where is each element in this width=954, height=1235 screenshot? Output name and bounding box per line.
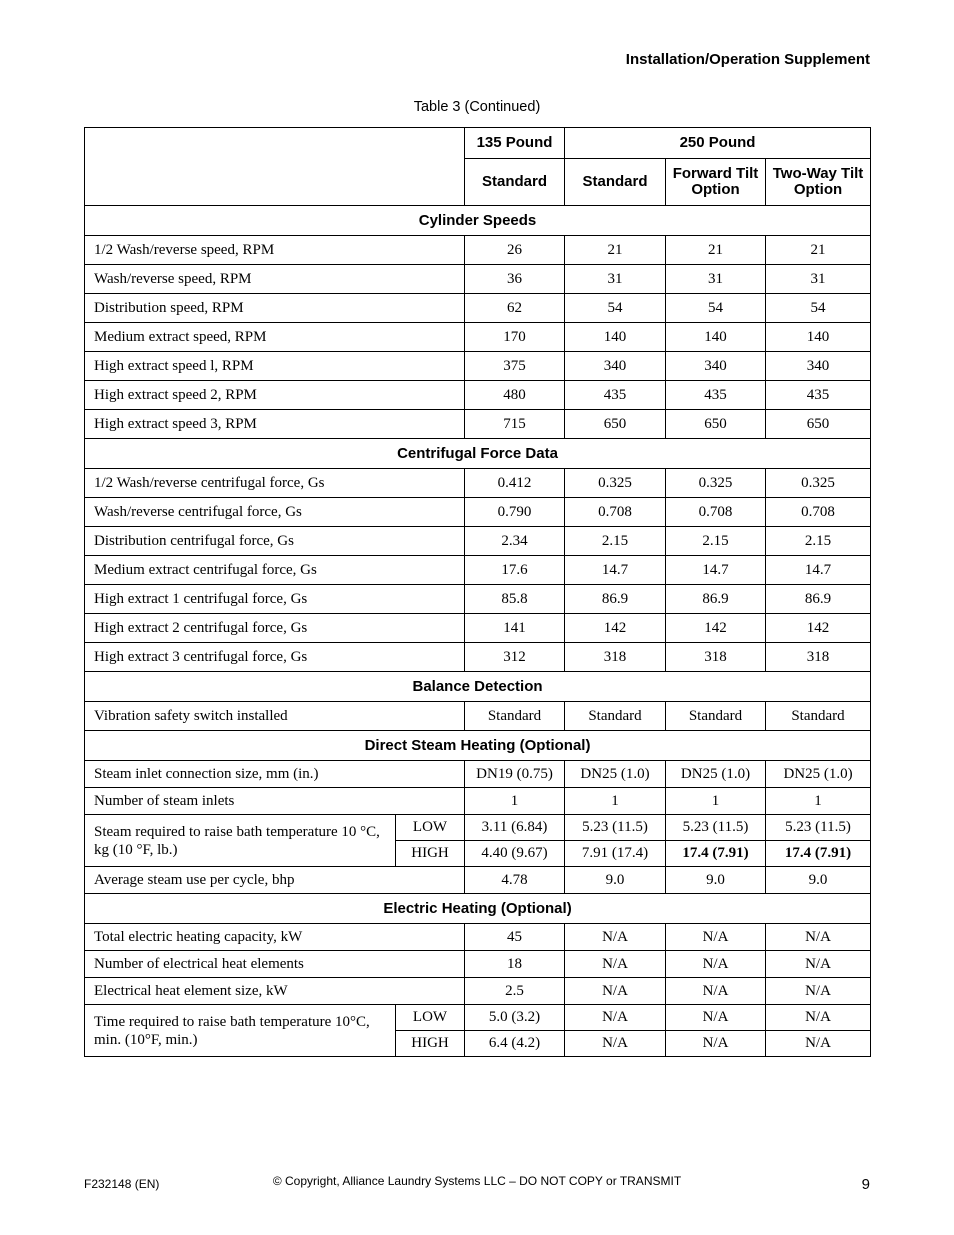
cell-value: N/A [766, 951, 871, 978]
footer-document-code: F232148 (EN) [84, 1177, 160, 1191]
cell-value: 1 [465, 788, 565, 815]
table-row [85, 410, 871, 439]
cell-value: N/A [766, 978, 871, 1005]
cell-value: 650 [666, 410, 766, 439]
row-label: Distribution centrifugal force, Gs [85, 527, 465, 556]
row-label: Average steam use per cycle, bhp [85, 867, 465, 894]
cell-value: 435 [565, 381, 666, 410]
cell-value: N/A [766, 1031, 871, 1057]
cell-value: 170 [465, 323, 565, 352]
row-label: Wash/reverse centrifugal force, Gs [85, 498, 465, 527]
header-250-two-way-tilt: Two-Way Tilt Option [766, 159, 871, 206]
cell-value: 0.708 [565, 498, 666, 527]
cell-value: 5.0 (3.2) [465, 1005, 565, 1031]
table-row [85, 614, 871, 643]
header-group-250-pound: 250 Pound [565, 128, 871, 159]
cell-value: 340 [565, 352, 666, 381]
cell-value: N/A [666, 1031, 766, 1057]
cell-value: 435 [766, 381, 871, 410]
cell-value: 14.7 [565, 556, 666, 585]
header-row-groups [85, 128, 871, 159]
cell-value: 2.15 [766, 527, 871, 556]
section-title: Cylinder Speeds [85, 206, 871, 236]
cell-value: 1 [666, 788, 766, 815]
level-label-low: LOW [396, 1005, 465, 1031]
cell-value: 36 [465, 265, 565, 294]
table-row [85, 924, 871, 951]
cell-value: 140 [565, 323, 666, 352]
section-title: Centrifugal Force Data [85, 439, 871, 469]
table-row [85, 978, 871, 1005]
cell-value: 17.6 [465, 556, 565, 585]
header-250-forward-tilt: Forward Tilt Option [666, 159, 766, 206]
table-row [85, 265, 871, 294]
section-title: Electric Heating (Optional) [85, 894, 871, 924]
row-label: Vibration safety switch installed [85, 702, 465, 731]
cell-value: 312 [465, 643, 565, 672]
cell-value: 140 [766, 323, 871, 352]
cell-value: 6.4 (4.2) [465, 1031, 565, 1057]
cell-value: N/A [666, 978, 766, 1005]
table-row [85, 867, 871, 894]
row-label: 1/2 Wash/reverse centrifugal force, Gs [85, 469, 465, 498]
cell-value: 26 [465, 236, 565, 265]
cell-value: 0.325 [666, 469, 766, 498]
table-row [85, 951, 871, 978]
cell-value: 86.9 [666, 585, 766, 614]
cell-value: 318 [666, 643, 766, 672]
cell-value: 1 [766, 788, 871, 815]
cell-value: N/A [666, 951, 766, 978]
page-number: 9 [861, 1176, 870, 1193]
cell-value: 21 [766, 236, 871, 265]
cell-value: 9.0 [766, 867, 871, 894]
row-label: High extract speed 3, RPM [85, 410, 465, 439]
row-label: Medium extract speed, RPM [85, 323, 465, 352]
table-row [85, 323, 871, 352]
cell-value: 2.15 [666, 527, 766, 556]
cell-value: 4.40 (9.67) [465, 841, 565, 867]
table-row [85, 381, 871, 410]
section-row [85, 731, 871, 761]
cell-value: DN25 (1.0) [666, 761, 766, 788]
cell-value: DN25 (1.0) [565, 761, 666, 788]
cell-value: 5.23 (11.5) [766, 815, 871, 841]
cell-value: 0.412 [465, 469, 565, 498]
cell-value: 318 [565, 643, 666, 672]
cell-value: Standard [465, 702, 565, 731]
cell-value: 318 [766, 643, 871, 672]
section-row [85, 439, 871, 469]
cell-value: 17.4 (7.91) [766, 841, 871, 867]
row-label: Electrical heat element size, kW [85, 978, 465, 1005]
cell-value: 21 [565, 236, 666, 265]
cell-value: 17.4 (7.91) [666, 841, 766, 867]
header-250-standard: Standard [565, 159, 666, 206]
footer-copyright: © Copyright, Alliance Laundry Systems LLC – DO NOT COPY or TRANSMIT [272, 1174, 682, 1188]
cell-value: 7.91 (17.4) [565, 841, 666, 867]
cell-value: Standard [666, 702, 766, 731]
table-row-low [85, 1005, 871, 1031]
table-row [85, 527, 871, 556]
cell-value: N/A [766, 1005, 871, 1031]
level-label-high: HIGH [396, 841, 465, 867]
cell-value: 31 [666, 265, 766, 294]
table-row [85, 788, 871, 815]
cell-value: 141 [465, 614, 565, 643]
table-row [85, 585, 871, 614]
cell-value: DN19 (0.75) [465, 761, 565, 788]
cell-value: Standard [565, 702, 666, 731]
cell-value: N/A [565, 924, 666, 951]
cell-value: 142 [666, 614, 766, 643]
cell-value: 480 [465, 381, 565, 410]
header-blank-cell [85, 128, 465, 206]
table-row [85, 498, 871, 527]
row-label: High extract speed l, RPM [85, 352, 465, 381]
row-label: Number of electrical heat elements [85, 951, 465, 978]
specifications-table [84, 127, 871, 1057]
section-row [85, 206, 871, 236]
cell-value: 340 [666, 352, 766, 381]
row-label: Distribution speed, RPM [85, 294, 465, 323]
cell-value: 0.708 [666, 498, 766, 527]
row-label: High extract speed 2, RPM [85, 381, 465, 410]
cell-value: 2.15 [565, 527, 666, 556]
cell-value: 85.8 [465, 585, 565, 614]
cell-value: 3.11 (6.84) [465, 815, 565, 841]
cell-value: 31 [565, 265, 666, 294]
row-label: Time required to raise bath temperature 10°C, min. (10°F, min.) [85, 1005, 396, 1057]
row-label: High extract 2 centrifugal force, Gs [85, 614, 465, 643]
row-label: High extract 3 centrifugal force, Gs [85, 643, 465, 672]
table-row [85, 236, 871, 265]
table-row [85, 761, 871, 788]
cell-value: 340 [766, 352, 871, 381]
cell-value: 715 [465, 410, 565, 439]
cell-value: 54 [666, 294, 766, 323]
table-caption: Table 3 (Continued) [413, 99, 541, 115]
cell-value: 1 [565, 788, 666, 815]
table-row [85, 469, 871, 498]
cell-value: 9.0 [666, 867, 766, 894]
cell-value: 2.34 [465, 527, 565, 556]
row-label: Number of steam inlets [85, 788, 465, 815]
cell-value: 86.9 [766, 585, 871, 614]
cell-value: N/A [565, 1031, 666, 1057]
section-row [85, 894, 871, 924]
row-label: Wash/reverse speed, RPM [85, 265, 465, 294]
cell-value: 140 [666, 323, 766, 352]
section-title: Balance Detection [85, 672, 871, 702]
header-135-standard: Standard [465, 159, 565, 206]
level-label-low: LOW [396, 815, 465, 841]
cell-value: 86.9 [565, 585, 666, 614]
cell-value: 142 [565, 614, 666, 643]
cell-value: DN25 (1.0) [766, 761, 871, 788]
cell-value: N/A [666, 924, 766, 951]
cell-value: N/A [766, 924, 871, 951]
cell-value: 5.23 (11.5) [565, 815, 666, 841]
cell-value: 14.7 [766, 556, 871, 585]
cell-value: 54 [565, 294, 666, 323]
row-label: Steam required to raise bath temperature 10 °C, kg (10 °F, lb.) [85, 815, 396, 867]
header-group-135-pound: 135 Pound [465, 128, 565, 159]
cell-value: 21 [666, 236, 766, 265]
table-row [85, 643, 871, 672]
cell-value: 650 [766, 410, 871, 439]
cell-value: 45 [465, 924, 565, 951]
table-row [85, 702, 871, 731]
row-label: 1/2 Wash/reverse speed, RPM [85, 236, 465, 265]
cell-value: 375 [465, 352, 565, 381]
cell-value: 9.0 [565, 867, 666, 894]
cell-value: 62 [465, 294, 565, 323]
cell-value: N/A [565, 978, 666, 1005]
cell-value: N/A [565, 951, 666, 978]
section-title: Direct Steam Heating (Optional) [85, 731, 871, 761]
cell-value: 0.325 [565, 469, 666, 498]
cell-value: 0.325 [766, 469, 871, 498]
row-label: Steam inlet connection size, mm (in.) [85, 761, 465, 788]
cell-value: 0.790 [465, 498, 565, 527]
cell-value: 2.5 [465, 978, 565, 1005]
cell-value: 5.23 (11.5) [666, 815, 766, 841]
cell-value: 650 [565, 410, 666, 439]
row-label: Total electric heating capacity, kW [85, 924, 465, 951]
cell-value: Standard [766, 702, 871, 731]
header-title: Installation/Operation Supplement [625, 51, 870, 68]
level-label-high: HIGH [396, 1031, 465, 1057]
cell-value: 31 [766, 265, 871, 294]
row-label: High extract 1 centrifugal force, Gs [85, 585, 465, 614]
cell-value: 18 [465, 951, 565, 978]
cell-value: 435 [666, 381, 766, 410]
table-row [85, 556, 871, 585]
table-row-low [85, 815, 871, 841]
cell-value: 14.7 [666, 556, 766, 585]
cell-value: 4.78 [465, 867, 565, 894]
row-label: Medium extract centrifugal force, Gs [85, 556, 465, 585]
section-row [85, 672, 871, 702]
cell-value: 142 [766, 614, 871, 643]
cell-value: 54 [766, 294, 871, 323]
cell-value: 0.708 [766, 498, 871, 527]
table-row [85, 352, 871, 381]
cell-value: N/A [565, 1005, 666, 1031]
cell-value: N/A [666, 1005, 766, 1031]
table-row [85, 294, 871, 323]
